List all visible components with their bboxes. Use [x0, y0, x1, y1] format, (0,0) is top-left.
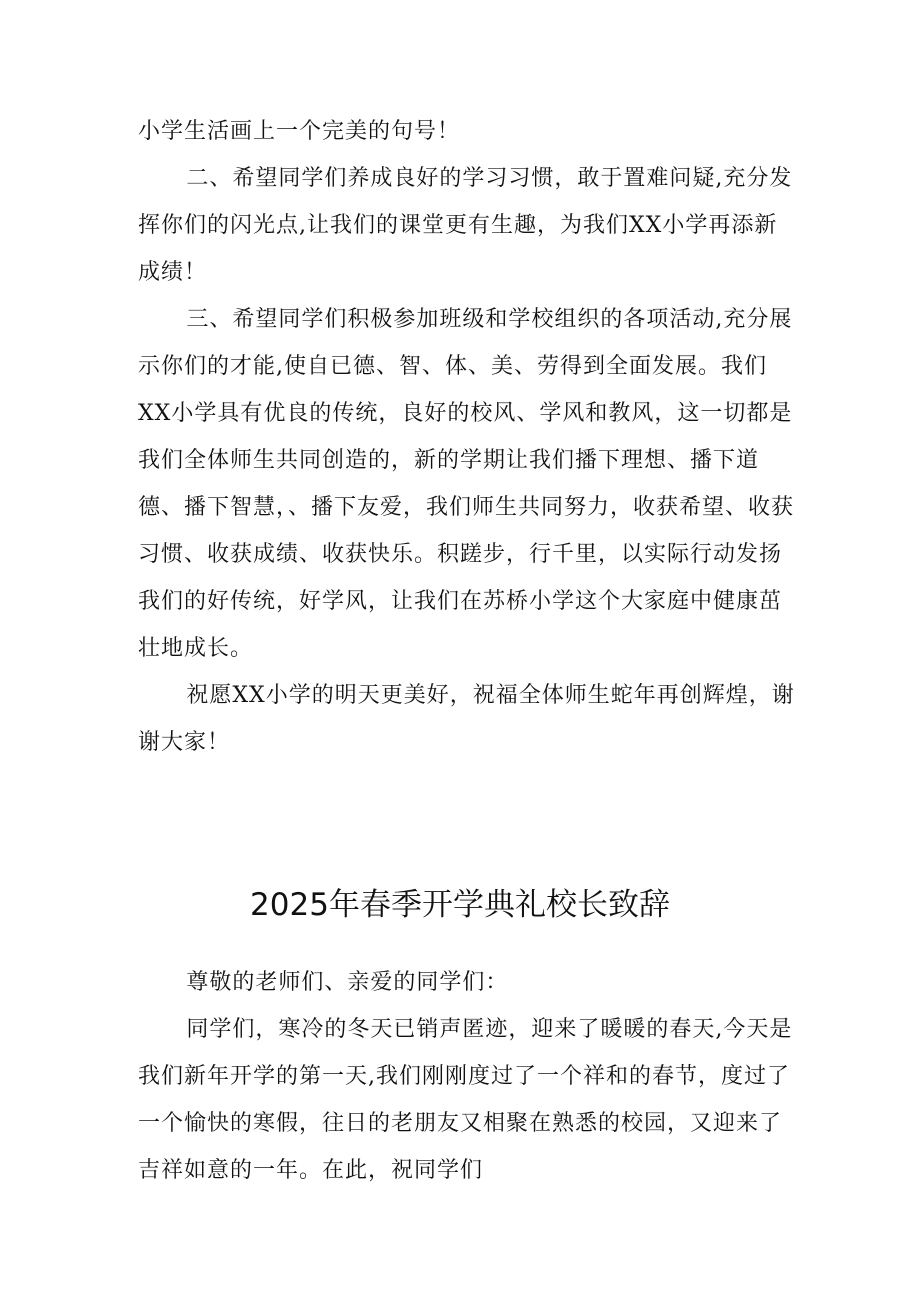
document-title: 2025年春季开学典礼校长致辞	[250, 886, 670, 923]
paragraph-salutation: 尊敬的老师们、亲爱的同学们：	[186, 970, 509, 995]
speech-body	[138, 959, 798, 1194]
paragraph-point-two: 二、希望同学们养成良好的学习习惯，敢于置难问疑,充分发挥你们的闪光点,让我们的课堂更有生趣，为我们XX小学再添新成绩！	[138, 166, 793, 285]
paragraph-point-three: 三、希望同学们积极参加班级和学校组织的各项活动,充分展示你们的才能,使自已德、智、体、美、劳得到全面发展。我们XX小学具有优良的传统，良好的校风、学风和教风，这一切都是我们全体师生共同创造的，新的学期让我们播下理想、播下道德、播下智慧，、播下友爱，我们师生共同努力，收获希望、收获习惯、收获成绩、收获快乐。积蹉步，行千里，以实际行动发扬我们的好传统，好学风，让我们在苏桥小学这个大家庭中健康茁壮地成长。	[138, 307, 795, 661]
paragraph-closing-line: 小学生活画上一个完美的句号！	[138, 119, 461, 144]
paragraph-wishes: 祝愿XX小学的明天更美好，祝福全体师生蛇年再创辉煌，谢谢大家！	[138, 683, 795, 755]
paragraph-opening: 同学们，寒冷的冬天已销声匿迹，迎来了暖暖的春天,今天是我们新年开学的第一天,我们刚刚度过了一个祥和的春节，度过了一个愉快的寒假，往日的老朋友又相聚在熟悉的校园，又迎来了吉祥如意的一年。在此，祝同学们	[138, 1017, 793, 1183]
speech-continuation	[138, 108, 798, 766]
